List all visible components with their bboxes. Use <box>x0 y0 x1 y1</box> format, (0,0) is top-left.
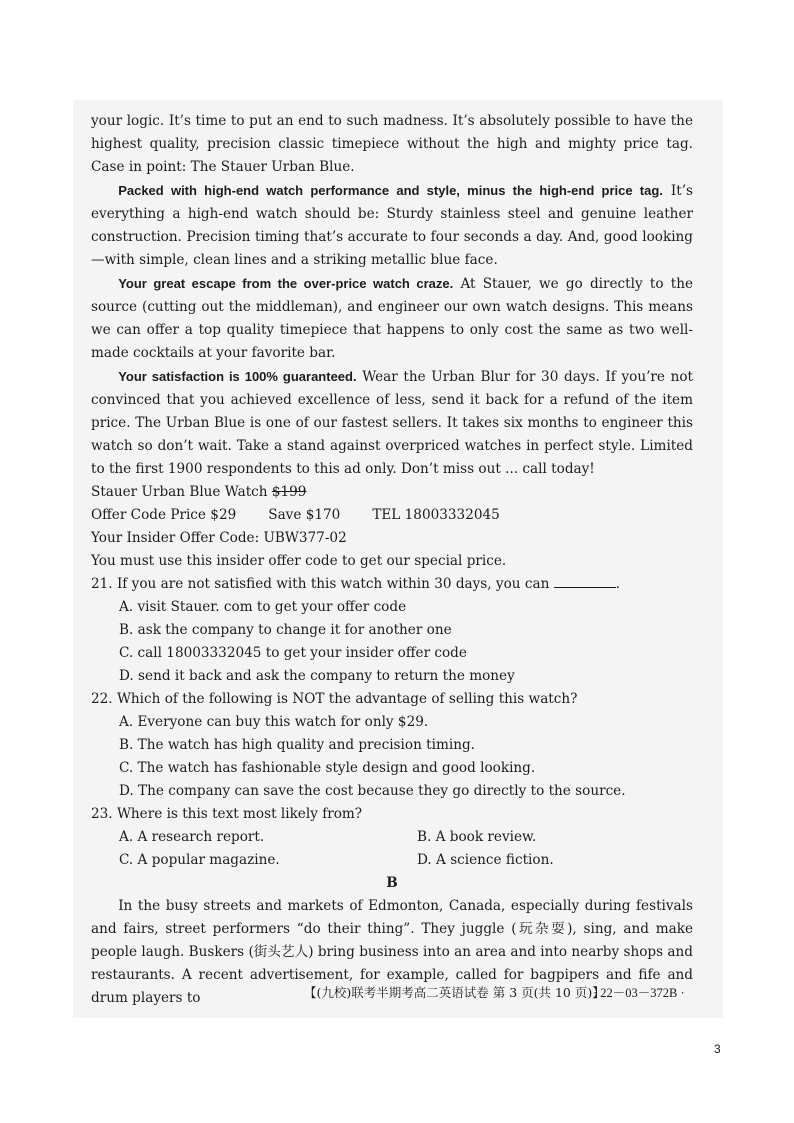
paragraph-3-lead: Your great escape from the over-price watch craze. <box>118 276 454 291</box>
question-21-option-d: D. send it back and ask the company to return the money <box>119 668 515 684</box>
question-22-option-a: A. Everyone can buy this watch for only $29. <box>119 714 429 730</box>
paragraph-1: your logic. It’s time to put an end to such madness. It’s absolutely possible to have the highest quality, precision classic timepiece without the high and mighty price tag. Case in point: The Stauer Urban Blue. <box>91 113 693 175</box>
offer-price-line <box>91 504 693 527</box>
question-23-options-row-1 <box>91 826 693 849</box>
question-21-option-a: A. visit Stauer. com to get your offer code <box>119 599 407 615</box>
section-b-title: B <box>386 875 398 891</box>
section-b-paragraph: In the busy streets and markets of Edmonton, Canada, especially during festivals and fairs, street performers “do their thing”. They juggle (玩杂耍), sing, and make people laugh. Buskers (街头艺人) bring business into an area and into nearby shops and restaurants. A recent advertisement, for example, called for bagpipers and fife and drum players to <box>91 898 693 1006</box>
question-22-option-c: C. The watch has fashionable style design and good looking. <box>119 760 536 776</box>
question-21-option-b: B. ask the company to change it for another one <box>119 622 452 638</box>
paragraph-4-body: Wear the Urban Blur for 30 days. If you’re not convinced that you achieved excellence of less, send it back for a refund of the item price. The Urban Blue is one of our fastest sellers. It takes six months to engineer this watch so don’t wait. Take a stand against overpriced watches in perfect style. Limited to the first 1900 respondents to this ad only. Don’t miss out ... call today! <box>91 369 693 477</box>
paragraph-3 <box>91 272 693 365</box>
offer-note: You must use this insider offer code to get our special price. <box>91 553 507 569</box>
offer-tel: TEL 18003332045 <box>372 507 500 523</box>
paragraph-4 <box>91 365 693 481</box>
question-22-option-b: B. The watch has high quality and precision timing. <box>119 737 475 753</box>
paragraph-2 <box>91 179 693 272</box>
page-text <box>91 110 693 1010</box>
question-23-stem: 23. Where is this text most likely from? <box>91 806 363 822</box>
question-21-option-c: C. call 18003332045 to get your insider offer code <box>119 645 467 661</box>
question-23-option-a: A. A research report. <box>119 829 265 845</box>
paragraph-3-body: At Stauer, we go directly to the source (cutting out the middleman), and engineer our own watch designs. This means we can offer a top quality timepiece that happens to only cost the same as two well-made cocktails at your favorite bar. <box>91 276 694 361</box>
offer-product-line <box>91 481 693 504</box>
answer-blank <box>554 575 616 588</box>
question-22-stem: 22. Which of the following is NOT the advantage of selling this watch? <box>91 691 578 707</box>
offer-insider-code: Your Insider Offer Code: UBW377-02 <box>91 530 347 546</box>
paragraph-2-body: It’s everything a high-end watch should be: Sturdy stainless steel and genuine leather construction. Precision timing that’s accurate to four seconds a day. And, good looking—with simple, clean lines and a striking metallic blue face. <box>91 183 694 268</box>
offer-product: Stauer Urban Blue Watch <box>91 484 268 500</box>
page-number: 3 <box>714 1042 721 1056</box>
question-23-option-c: C. A popular magazine. <box>119 852 280 868</box>
offer-price: Offer Code Price $29 <box>91 507 237 523</box>
question-23-options-row-2 <box>91 849 693 872</box>
offer-original-price: $199 <box>271 484 307 500</box>
question-21-stem: 21. If you are not satisfied with this watch within 30 days, you can . <box>91 576 620 592</box>
offer-save: Save $170 <box>268 507 341 523</box>
question-22-option-d: D. The company can save the cost because they go directly to the source. <box>119 783 626 799</box>
footer-exam-title: 【(九校)联考半期考高二英语试卷 第 3 页(共 10 页)】 <box>304 985 605 1000</box>
paragraph-2-lead: Packed with high-end watch performance and style, minus the high-end price tag. <box>118 183 663 198</box>
paragraph-4-lead: Your satisfaction is 100% guaranteed. <box>118 369 357 384</box>
footer-code: · 22－03－372B · <box>593 986 685 1000</box>
question-23-option-b: B. A book review. <box>417 829 537 845</box>
question-23-option-d: D. A science fiction. <box>417 852 554 868</box>
